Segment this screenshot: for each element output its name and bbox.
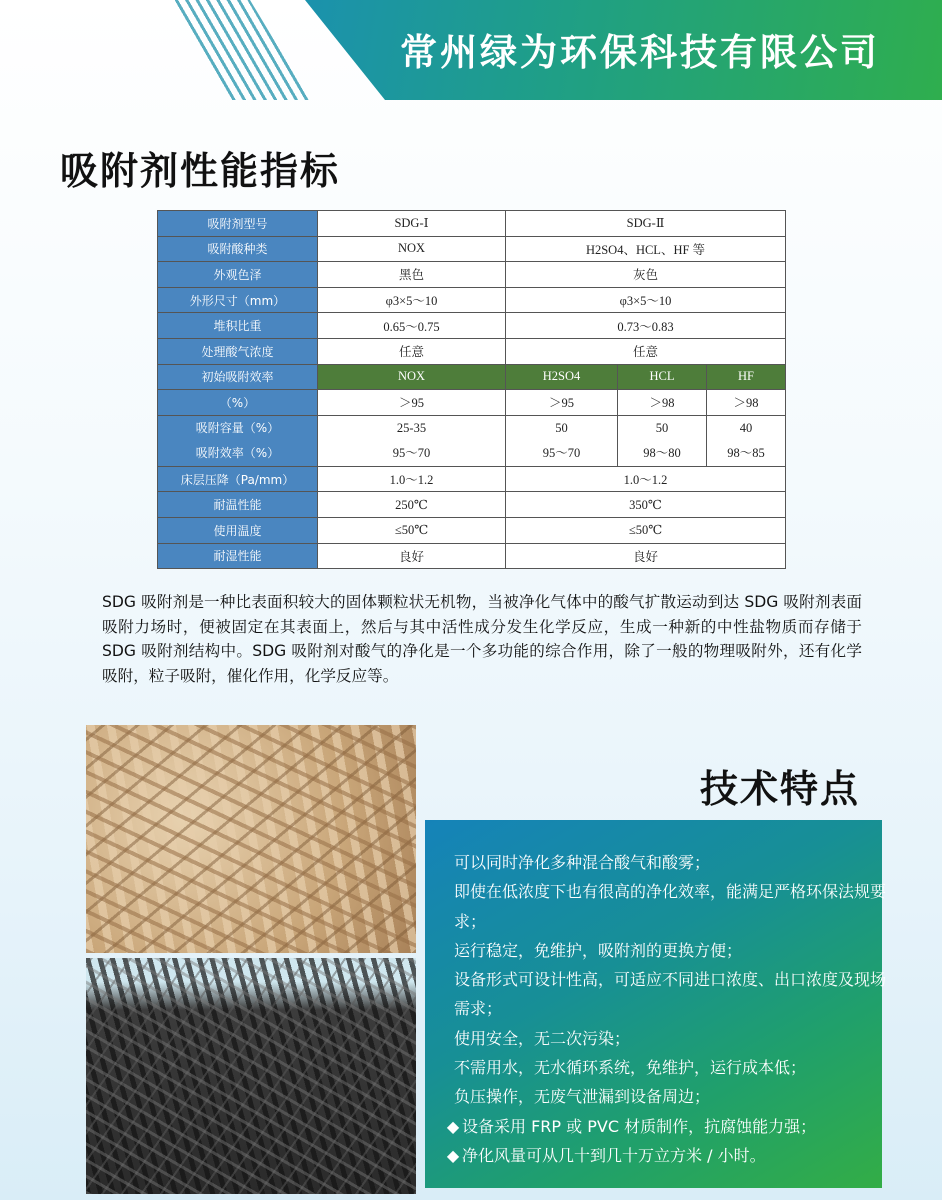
cell-init-nox: ＞95 (318, 390, 506, 416)
value-capacity-h2so4: 50 (555, 420, 568, 435)
cell-init-hcl: ＞98 (618, 390, 707, 416)
row-label-color: 外观色泽 (158, 262, 318, 288)
cell-temp-2: ≤50℃ (506, 517, 786, 543)
cell-concentration-1: 任意 (318, 338, 506, 364)
value-capacity-hf: 40 (739, 420, 753, 435)
table-row (158, 466, 786, 492)
list-item-text: 使用安全，无二次污染； (454, 1028, 631, 1048)
table-row (158, 415, 786, 466)
list-item-text: 即使在低浓度下也有很高的净化效率，能满足严格环保法规要求； (454, 882, 887, 931)
cell-concentration-2: 任意 (506, 338, 786, 364)
section-title-performance: 吸附剂性能指标 (60, 149, 341, 193)
head-hf: HF (707, 364, 786, 390)
row-label-initial-efficiency-unit: （%） (158, 390, 318, 416)
list-item (446, 936, 886, 965)
row-label-temp: 使用温度 (158, 517, 318, 543)
list-item-text: 不需用水，无水循环系统，免维护，运行成本低； (454, 1058, 807, 1078)
cell-pressure-1: 1.0～1.2 (318, 466, 506, 492)
list-item (446, 1024, 886, 1053)
list-item (446, 1141, 886, 1170)
cell-capacity-hf (707, 415, 786, 466)
table-row (158, 211, 786, 237)
cell-capacity-nox (318, 415, 506, 466)
cell-acid-2: H2SO4、HCL、HF 等 (506, 236, 786, 262)
table-row (158, 313, 786, 339)
cell-color-2: 灰色 (506, 262, 786, 288)
row-label-pressure: 床层压降（Pa/mm） (158, 466, 318, 492)
table-row (158, 364, 786, 390)
cell-model-1: SDG-Ⅰ (318, 211, 506, 237)
table-row (158, 236, 786, 262)
row-label-humidity: 耐湿性能 (158, 543, 318, 569)
list-item (446, 1082, 886, 1111)
cell-humidity-2: 良好 (506, 543, 786, 569)
value-capacity-nox: 25-35 (396, 420, 427, 435)
cell-pressure-2: 1.0～1.2 (506, 466, 786, 492)
head-h2so4: H2SO4 (506, 364, 618, 390)
section-title-tech-features: 技术特点 (700, 767, 861, 811)
head-nox: NOX (318, 364, 506, 390)
cell-density-2: 0.73～0.83 (506, 313, 786, 339)
row-label-capacity-efficiency (158, 415, 318, 466)
list-item (446, 1112, 886, 1141)
header-stripe-decoration (170, 0, 310, 100)
tech-features-list (446, 848, 886, 1170)
value-capacity-hcl: 50 (655, 420, 669, 435)
value-efficiency-hf: 98～85 (727, 445, 765, 460)
row-label-heat: 耐温性能 (158, 492, 318, 518)
description-paragraph: SDG 吸附剂是一种比表面积较大的固体颗粒状无机物，当被净化气体中的酸气扩散运动到达 SDG 吸附剂表面吸附力场时，便被固定在其表面上，然后与其中活性成分发生化学反应，生成一种新的中性盐物质而存储于 SDG 吸附剂结构中。SDG 吸附剂对酸气的净化是一个多功能的综合作用，除了一般的物理吸附外，还有化学吸附，粒子吸附，催化作用，化学反应等。 (102, 593, 862, 685)
list-item-text: 负压操作，无废气泄漏到设备周边； (454, 1087, 711, 1107)
list-item-text: 设备采用 FRP 或 PVC 材质制作，抗腐蚀能力强； (462, 1116, 817, 1136)
head-hcl: HCL (618, 364, 707, 390)
value-efficiency-h2so4: 95～70 (542, 445, 581, 460)
cell-init-h2so4: ＞95 (506, 390, 618, 416)
row-label-acid: 吸附酸种类 (158, 236, 318, 262)
cell-capacity-hcl (618, 415, 707, 466)
list-item-text: 可以同时净化多种混合酸气和酸雾； (454, 853, 711, 872)
list-item-text: 净化风量可从几十到几十万立方米 / 小时。 (462, 1145, 766, 1165)
cell-acid-1: NOX (318, 236, 506, 262)
cell-humidity-1: 良好 (318, 543, 506, 569)
list-item (446, 965, 886, 1024)
row-label-density: 堆积比重 (158, 313, 318, 339)
list-item (446, 877, 886, 936)
header-banner (0, 0, 942, 100)
cell-capacity-h2so4 (506, 415, 618, 466)
cell-init-hf: ＞98 (707, 390, 786, 416)
label-capacity: 吸附容量（%） (195, 420, 280, 435)
row-label-model: 吸附剂型号 (158, 211, 318, 237)
row-label-concentration: 处理酸气浓度 (158, 338, 318, 364)
diamond-bullet-icon: ◆ (446, 1116, 460, 1136)
diamond-bullet-icon: ◆ (446, 1145, 460, 1165)
cell-model-2: SDG-Ⅱ (506, 211, 786, 237)
tan-adsorbent-pellets-image (86, 725, 416, 953)
table-row (158, 492, 786, 518)
row-label-size: 外形尺寸（mm） (158, 287, 318, 313)
table-row (158, 287, 786, 313)
cell-temp-1: ≤50℃ (318, 517, 506, 543)
row-label-initial-efficiency: 初始吸附效率 (158, 364, 318, 390)
cell-heat-2: 350℃ (506, 492, 786, 518)
cell-color-1: 黑色 (318, 262, 506, 288)
cell-size-1: φ3×5～10 (318, 287, 506, 313)
cell-size-2: φ3×5～10 (506, 287, 786, 313)
value-efficiency-nox: 95～70 (392, 445, 431, 460)
list-item-text: 设备形式可设计性高，可适应不同进口浓度、出口浓度及现场需求； (454, 970, 887, 1019)
table-row (158, 338, 786, 364)
list-item-text: 运行稳定，免维护，吸附剂的更换方便； (454, 940, 743, 960)
table-row (158, 390, 786, 416)
label-efficiency: 吸附效率（%） (195, 445, 280, 460)
list-item (446, 1053, 886, 1082)
cell-heat-1: 250℃ (318, 492, 506, 518)
table-row (158, 262, 786, 288)
black-adsorbent-pellets-image (86, 958, 416, 1194)
company-name: 常州绿为环保科技有限公司 (400, 31, 880, 74)
spec-table (157, 210, 786, 569)
table-row (158, 543, 786, 569)
table-row (158, 517, 786, 543)
cell-density-1: 0.65～0.75 (318, 313, 506, 339)
value-efficiency-hcl: 98～80 (643, 445, 681, 460)
list-item (446, 848, 886, 877)
